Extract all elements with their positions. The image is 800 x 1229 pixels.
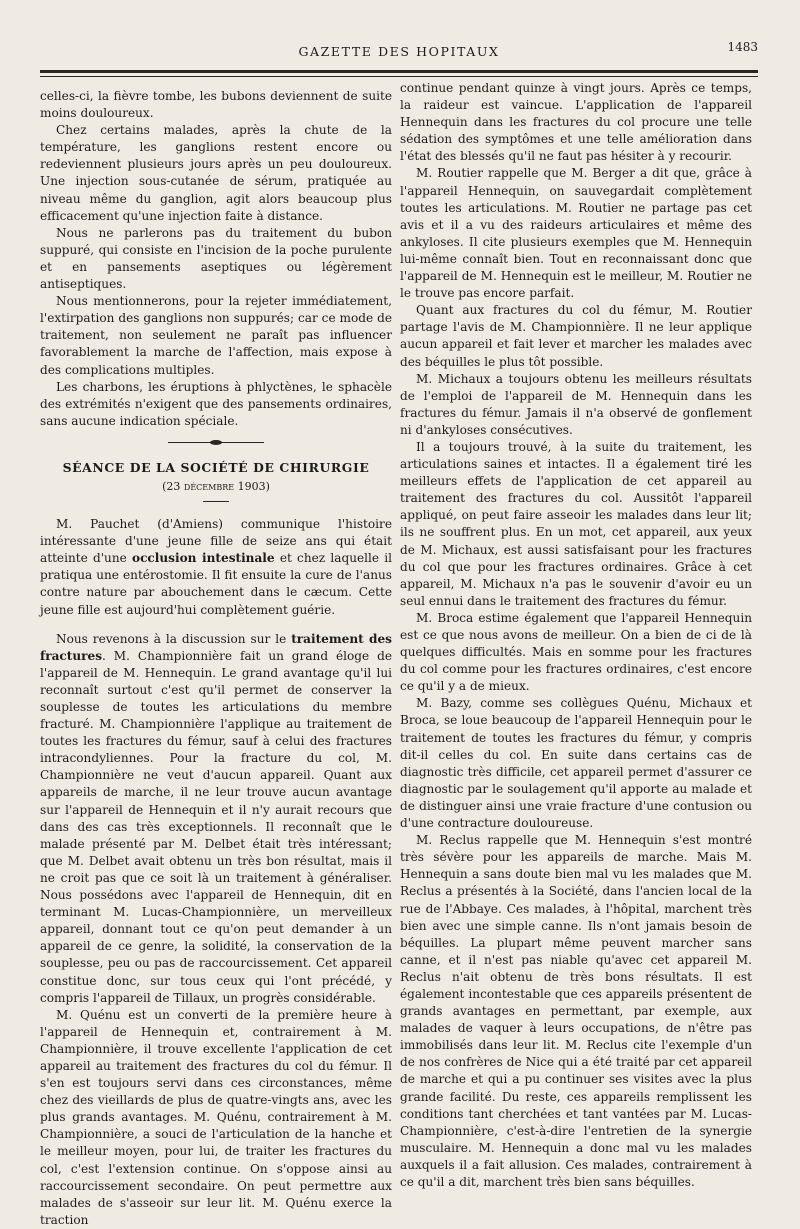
text-run: Nous revenons à la discussion sur le [56, 631, 292, 646]
paragraph: Les charbons, les éruptions à phlyctènes, le sphacèle des extrémités n'exigent que des pansements ordinaires, sans aucune indication spéciale. [40, 379, 392, 428]
header-rule-thick [40, 70, 758, 73]
paragraph [40, 516, 392, 619]
text-run: . M. Championnière fait un grand éloge de l'appareil de M. Hennequin. Le grand avantage qu'il lui reconnaît surtout c'est qu'il permet de conserver la souplesse de toutes les articulations du membre fracturé. M. Championnière l'applique au traitement de toutes les fractures du fémur, sauf à celui des fractures intracondyliennes. Pour la fracture du col, M. Championnière ne veut d'aucun appareil. Quant aux appareils de marche, il ne leur trouve aucun avantage sur l'appareil de Hennequin et il n'y aurait recours que dans des cas très exceptionnels. Il reconnaît que le malade présenté par M. Delbet était très intéressant; que M. Delbet avait obtenu un très bon résultat, mais il ne croit pas que ce soit là un traitement à généraliser. Nous possédons avec l'appareil de Hennequin, dit en terminant M. Lucas-Championnière, un merveilleux appareil, donnant tout ce qu'on peut demander à un appareil de ce genre, la solidité, la conservation de la souplesse, peu ou pas de raccourcissement. Cet appareil constitue donc, sur tous ceux qui l'ont précédé, y compris l'appareil de Tillaux, un progrès considérable. [40, 648, 392, 1005]
text-run: et chez laquelle il pratiqua une entérostomie. Il fit ensuite la cure de l'anus contre nature par abouchement dans le cæcum. Cette jeune fille est aujourd'hui complètement guérie. [40, 551, 392, 617]
paragraph: M. Routier rappelle que M. Berger a dit que, grâce à l'appareil Hennequin, on sauvegardait complètement toutes les articulations. M. Routier ne partage pas cet avis et il a vu des raideurs articulaires et même des ankyloses. Il cite plusieurs exemples que M. Hennequin lui-même connaît bien. Tout en reconnaissant donc que l'appareil de M. Hennequin est le meilleur, M. Routier ne le trouve pas encore parfait. [400, 166, 752, 301]
journal-title: GAZETTE DES HOPITAUX [298, 44, 500, 59]
section-title: SÉANCE DE LA SOCIÉTÉ DE CHIRURGIE [62, 459, 370, 475]
paragraph: M. Michaux a toujours obtenu les meilleurs résultats de l'emploi de l'appareil de M. Hennequin dans les fractures du fémur. Jamais il n'a observé de gonflement ni d'ankyloses consécutives. [400, 371, 752, 437]
paragraph: M. Quénu est un converti de la première heure à l'appareil de Hennequin et, contrairement à M. Championnière, il trouve excellente l'application de cet appareil au traitement des fractures du col du fémur. Il s'en est toujours servi dans ces circonstances, même chez des vieillards de plus de quatre-vingts ans, avec les plus grands avantages. M. Quénu, contrairement à M. Championnière, a souci de l'articulation de la hanche et le meilleur moyen, pour lui, de traiter les fractures du col, c'est l'extension continue. On s'oppose ainsi au raccourcissement secondaire. On peut permettre aux malades de s'asseoir sur leur lit. M. Quénu exerce la traction [40, 1007, 392, 1227]
paragraph: Nous ne parlerons pas du traitement du bubon suppuré, qui consiste en l'incision de la poche purulente et en pansements aseptiques ou légèrement antiseptiques. [40, 225, 392, 292]
section-separator [168, 442, 264, 443]
keyword: traitement des fractures [40, 631, 392, 663]
paragraph: Il a toujours trouvé, à la suite du traitement, les articulations saines et intactes. Il a également tiré les meilleurs effets de l'application de cet appareil au traitement des fractures du col. Aussitôt l'appareil appliqué, on peut faire asseoir les malades dans leur lit; ils ne souffrent plus. En un mot, cet appareil, aux yeux de M. Michaux, est aussi satisfaisant pour les fractures du col que pour les fractures ordinaires. Grâce à cet appareil, M. Michaux n'a pas le souvenir d'avoir eu un seul ennui dans le traitement des fractures du fémur. [400, 439, 752, 608]
paragraph [40, 631, 392, 1007]
left-column [40, 88, 392, 1229]
keyword: occlusion intestinale [132, 551, 275, 566]
short-divider [203, 501, 229, 502]
text-run: M. Pauchet (d'Amiens) communique l'histoire intéressante d'une jeune fille de seize ans qui était atteinte d'une [40, 517, 392, 566]
paragraph: M. Reclus rappelle que M. Hennequin s'est montré très sévère pour les appareils de marche. Mais M. Hennequin a sans doute bien mal vu les malades que M. Reclus a présentés à la Société, dans l'ancien local de la rue de l'Abbaye. Ces malades, à l'hôpital, marchent très bien avec une simple canne. Ils n'ont jamais besoin de béquilles. La plupart même peuvent marcher sans canne, et il n'est pas niable qu'avec cet appareil M. Reclus n'ait obtenu de très bons résultats. Il est également incontestable que ces appareils présentent de grands avantages en permettant, par exemple, aux malades de vaquer à leurs occupations, de n'être pas immobilisés dans leur lit. M. Reclus cite l'exemple d'un de nos confrères de Nice qui a été traité par cet appareil de marche et qui a pu continuer ses visites avec la plus grande facilité. Du reste, ces appareils remplissent les conditions tant cherchées et tant vantées par M. Lucas-Championnière, c'est-à-dire l'entretien de la synergie musculaire. M. Hennequin a donc mal vu les malades auxquels il a fait allusion. Ces malades, contrairement à ce qu'il a dit, marchent très bien sans béquilles. [400, 833, 752, 1189]
paragraph: Quant aux fractures du col du fémur, M. Routier partage l'avis de M. Championnière. Il ne leur applique aucun appareil et fait lever et marcher les malades avec des béquilles le plus tôt possible. [400, 303, 752, 369]
page-number: 1483 [727, 40, 758, 54]
paragraph: Nous mentionnerons, pour la rejeter immédiatement, l'extirpation des ganglions non suppurés; car ce mode de traitement, non seulement ne paraît pas influencer favorablement la marche de l'affection, mais expose à des complications multiples. [40, 294, 392, 377]
right-column [400, 80, 752, 1191]
paragraph: M. Bazy, comme ses collègues Quénu, Michaux et Broca, se loue beaucoup de l'appareil Hennequin pour le traitement de toutes les fractures du fémur, y compris dit-il celles du col. En suite dans certains cas de diagnostic très difficile, cet appareil permet d'assurer ce diagnostic par le soulagement qu'il apporte au malade et de distinguer ainsi une vraie fracture d'une contusion ou d'une contracture douloureuse. [400, 696, 752, 831]
paragraph: continue pendant quinze à vingt jours. Après ce temps, la raideur est vaincue. L'application de l'appareil Hennequin dans les fractures du col procure une telle sédation des symptômes et une telle amélioration dans l'état des blessés qu'il ne faut pas hésiter à y recourir. [400, 81, 752, 164]
paragraph: celles-ci, la fièvre tombe, les bubons deviennent de suite moins douloureux. [40, 89, 392, 121]
section-date: (23 décembre 1903) [162, 479, 270, 493]
paragraph: M. Broca estime également que l'appareil Hennequin est ce que nous avons de meilleur. On a bien de ci de là quelques difficultés. Mais en somme pour les fractures du col comme pour les fractures ordinaires, c'est encore ce qu'il y a de mieux. [400, 610, 752, 694]
header-rule-thin [40, 76, 758, 77]
page-header [40, 40, 758, 64]
paragraph: Chez certains malades, après la chute de la température, les ganglions restent encore ou redeviennent plusieurs jours après un peu douloureux. Une injection sous-cutanée de sérum, pratiquée au niveau même du ganglion, agit alors beaucoup plus efficacement qu'une injection faite à distance. [40, 123, 392, 223]
